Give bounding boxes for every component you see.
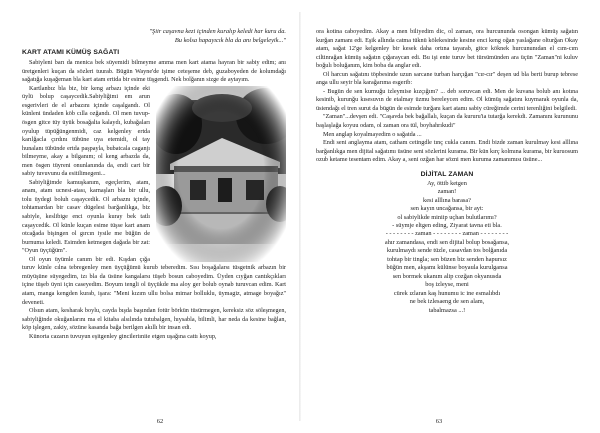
poem-line: ol sabiylikde miniip uçhan bulutlarımı? <box>397 213 497 221</box>
poem-line: tohtap bir tingla; sen büzen biz senden hapursız <box>387 255 507 263</box>
epigraph-line-1: "Şiir caşavna kezi içinden kuralıp keledi har kuru da. <box>149 28 286 35</box>
poem-line: ahır zamandasa, endi sen dijital bolup bosağansa, <box>384 238 510 246</box>
paragraph: - Bugün de sen kurnuğu izleymise kızçığım? ... deb soruvcan edi. Men de kuvana bolub anı kotına kesinib, kurunğu kısesuvın de etalmay üzmu bereleycen edim. Ol kümüş sağatını kuymarak oyunla da, üsiendağı el tren surut da bügün de esimde turğanı kart atamı sabiy cüreğimde cerini terenliğini belgiledi. <box>316 87 578 112</box>
poem-line: sen bormek ukanım alip cozğan okyanusda <box>392 272 502 280</box>
poem-line: kesi alllına barasa? <box>423 196 471 204</box>
paragraph: Endi seni anglayma atam, catham cetingdle tınç cukla canım. Endi bizde zaman kurulmay kesi alllına barğanlıkga men dijital sağatımı üsüne seni sözlerini kurama. Bir kün kırç kolmına kurama, bir kuruosum ozub ketame tesentam edim. Akay a, seni ozğan har sözni men kuruma zamanımısı üsüne... <box>316 139 578 164</box>
poem <box>316 180 578 315</box>
section-title-digital-time: DİJİTAL ZAMAN <box>420 170 474 178</box>
paragraph: Sabiyliğimde kamuşkanım, egeçlerim, atam, anam, atam ucnesi-atası, karnaşları bla bir ullu, tolu üydegi boluh caşaycedik. Ol arbaznı içinde, tohtamardan bir casav dügelesi barğanlikga, biz sabiyle, keslibige enci oyunla kuray bek tatlı caşaycedik. Ol künle kuçan esime tüşse kart anam otcağada bişingen ol gırcın iysile me büğün de burnuma keledi. Esimden ketmegen dağada bir zat: "Oyun üyçüğüm". <box>22 178 150 255</box>
poem-line: Ay, öttib ketgen <box>427 179 467 187</box>
paragraph: "Zaman"...devşen edi. "Caşavda bek bağallalı, kuçan da kururu'ia tutarğa kerekdi. Zamanını kurununu başlaşlağa koyuu odam, ol zaman ora tül, boyhahrıkudi" <box>316 113 578 130</box>
paragraph: Sabiyleni barı da menica bek süyemidi bilmeyme amma men kart atama hayran bir sabiy edim; anı üretgenleri kuçan da sözleri tuurab. Bügün Wayne'de işime ceteşeme deb, guzaboyeden de kolumdağı sağatığa kuşağeman bla kart atam ertida bir esime tüşgendi. Nek bolğanın sizge de aytayım. <box>22 59 286 84</box>
poem-line: cürek ızlaran kaş hunumu ic ine esmalıbdı <box>393 289 501 297</box>
poem-line: - - - - - - - - zaman - - - - - - - - zaman - - - - - - - - <box>385 230 509 238</box>
paragraph: Kartlanbız bla biz, bir keng arbazı içinde eki üylü bolup caşaycedik.Sabiyliğimi em arun esgerivleri de el arbazını içinde caşalgandı. Ol künleni ündaden köb cılla ozğandı. Ol men tuvup-ösgen gitce tüy üyük bosağalta kalaydı, kubağaları oyulup tüpüğüngenmidi, caz kelgenley ertda karılğacla çırdını tübüne uya etemidi, ol tay hunalanı tübünde ertda paşpayla, bubatcala caganjı bilmeyme, akay a bilganım; ol keng arbazda da, men ösgen tüyreni onunlanında da, endi cart bir sabiy tuvuvunu da esitilimegeni... <box>22 84 150 178</box>
poem-line: boş izleyse, meni <box>425 281 469 289</box>
paragraph: Men anglap koyalmayedim o sağatda ... <box>323 130 422 138</box>
right-page <box>300 0 600 433</box>
poem-line: tabalmazsa ...! <box>428 306 466 314</box>
poem-line: kurulmaydı sende tüzle, casavdan tos bolğanıda <box>386 247 508 255</box>
section-title-silver-watch: KART ATAMI KÜMÜŞ SAĞATI <box>22 49 120 57</box>
paragraph: ora kotina caboyedim. Akay a men biliyedim dic, ol zaman, ora hurcununda osongan kümüş sağatın kurğan zamanı edi. Eşik allında catma tüknü kölekesinde kesine enci keng oğan yaslağane olturğan Okay atam, sağat 12'ge kelgenley bir kesek daha ortına tayarab, gitce köknek hurcununıdan el cım-cım ciltinrağan kümüş sağatın çığaraycan edi. Bu işi ente turuv bet türsümünden ara üçün "Zaman"ni kuluv boğulı boluğanım, kim boba da anglar edi. <box>316 28 578 70</box>
paragraph: Künorta cazarın tuvuyun eşitgenley gincileriıniie etgen uşağına cattı koyup, <box>29 332 217 340</box>
house-photo <box>156 86 286 262</box>
poem-line: zaman! <box>437 188 457 196</box>
poem-line: büğün men, akşamı külünse boyaula kurulgansa <box>386 264 508 272</box>
page-number-right: 63 <box>435 418 443 425</box>
paragraph: Ol oyun üyümle canım bir edi. Kışdan çığa turuv künle cılna tebregenley men üyçüğümü kurub teberedim. Sısı boşağalarsı tüsgetnik arbazın bir müyüşüne süyegedim, izı bla da üsüne kangalarsı tüşeb bosun caboyedim. Üyden cıyğan cantıkçıkları içine tüşeb üyni için caseyedim. Boyum tengli ol üyçükde ma aloy ger bolub oynab turuvcan edim. Kart atam, manga kengden kurab, işara: "Meni kızım ullu bolsa mimar bolluklu, üymagiz, atmage boyağız" deveneti. <box>22 255 286 306</box>
poem-line: sen kayın uncağansa, bir ayt: <box>410 205 484 213</box>
poem-line: ne bek izlesaeng de sen alam, <box>409 298 485 306</box>
paragraph: Olsun atam, kesharak boylu, cayda bışda başından fotür börkün tüsürmegen, kereksiz söz söleşmegen, sabiyliğinde okuğanlarını ma el kitaba alsılında tutubalgen, hıysabla, bilimli, har neda da kesine bağlan, köp işlegen, zakiy, sözüne kasanda bağa berilgen akıllı bir insan edi. <box>22 307 286 332</box>
page-number-left: 62 <box>156 418 164 425</box>
poem-line: - süymje eltgen eding, Ziyarat tavna eti bla. <box>392 222 502 230</box>
epigraph-line-2: Bu kolsa hapayıcık bla da anı belgeleyik..." <box>174 36 286 44</box>
paragraph: Ol harcun sağatını töpbesinde uzun sarcane turban harçığan "cır-cır" deşen ud bla berti burup tebrese anga ullu seyir bla karağarıma esgerib: <box>316 70 578 87</box>
